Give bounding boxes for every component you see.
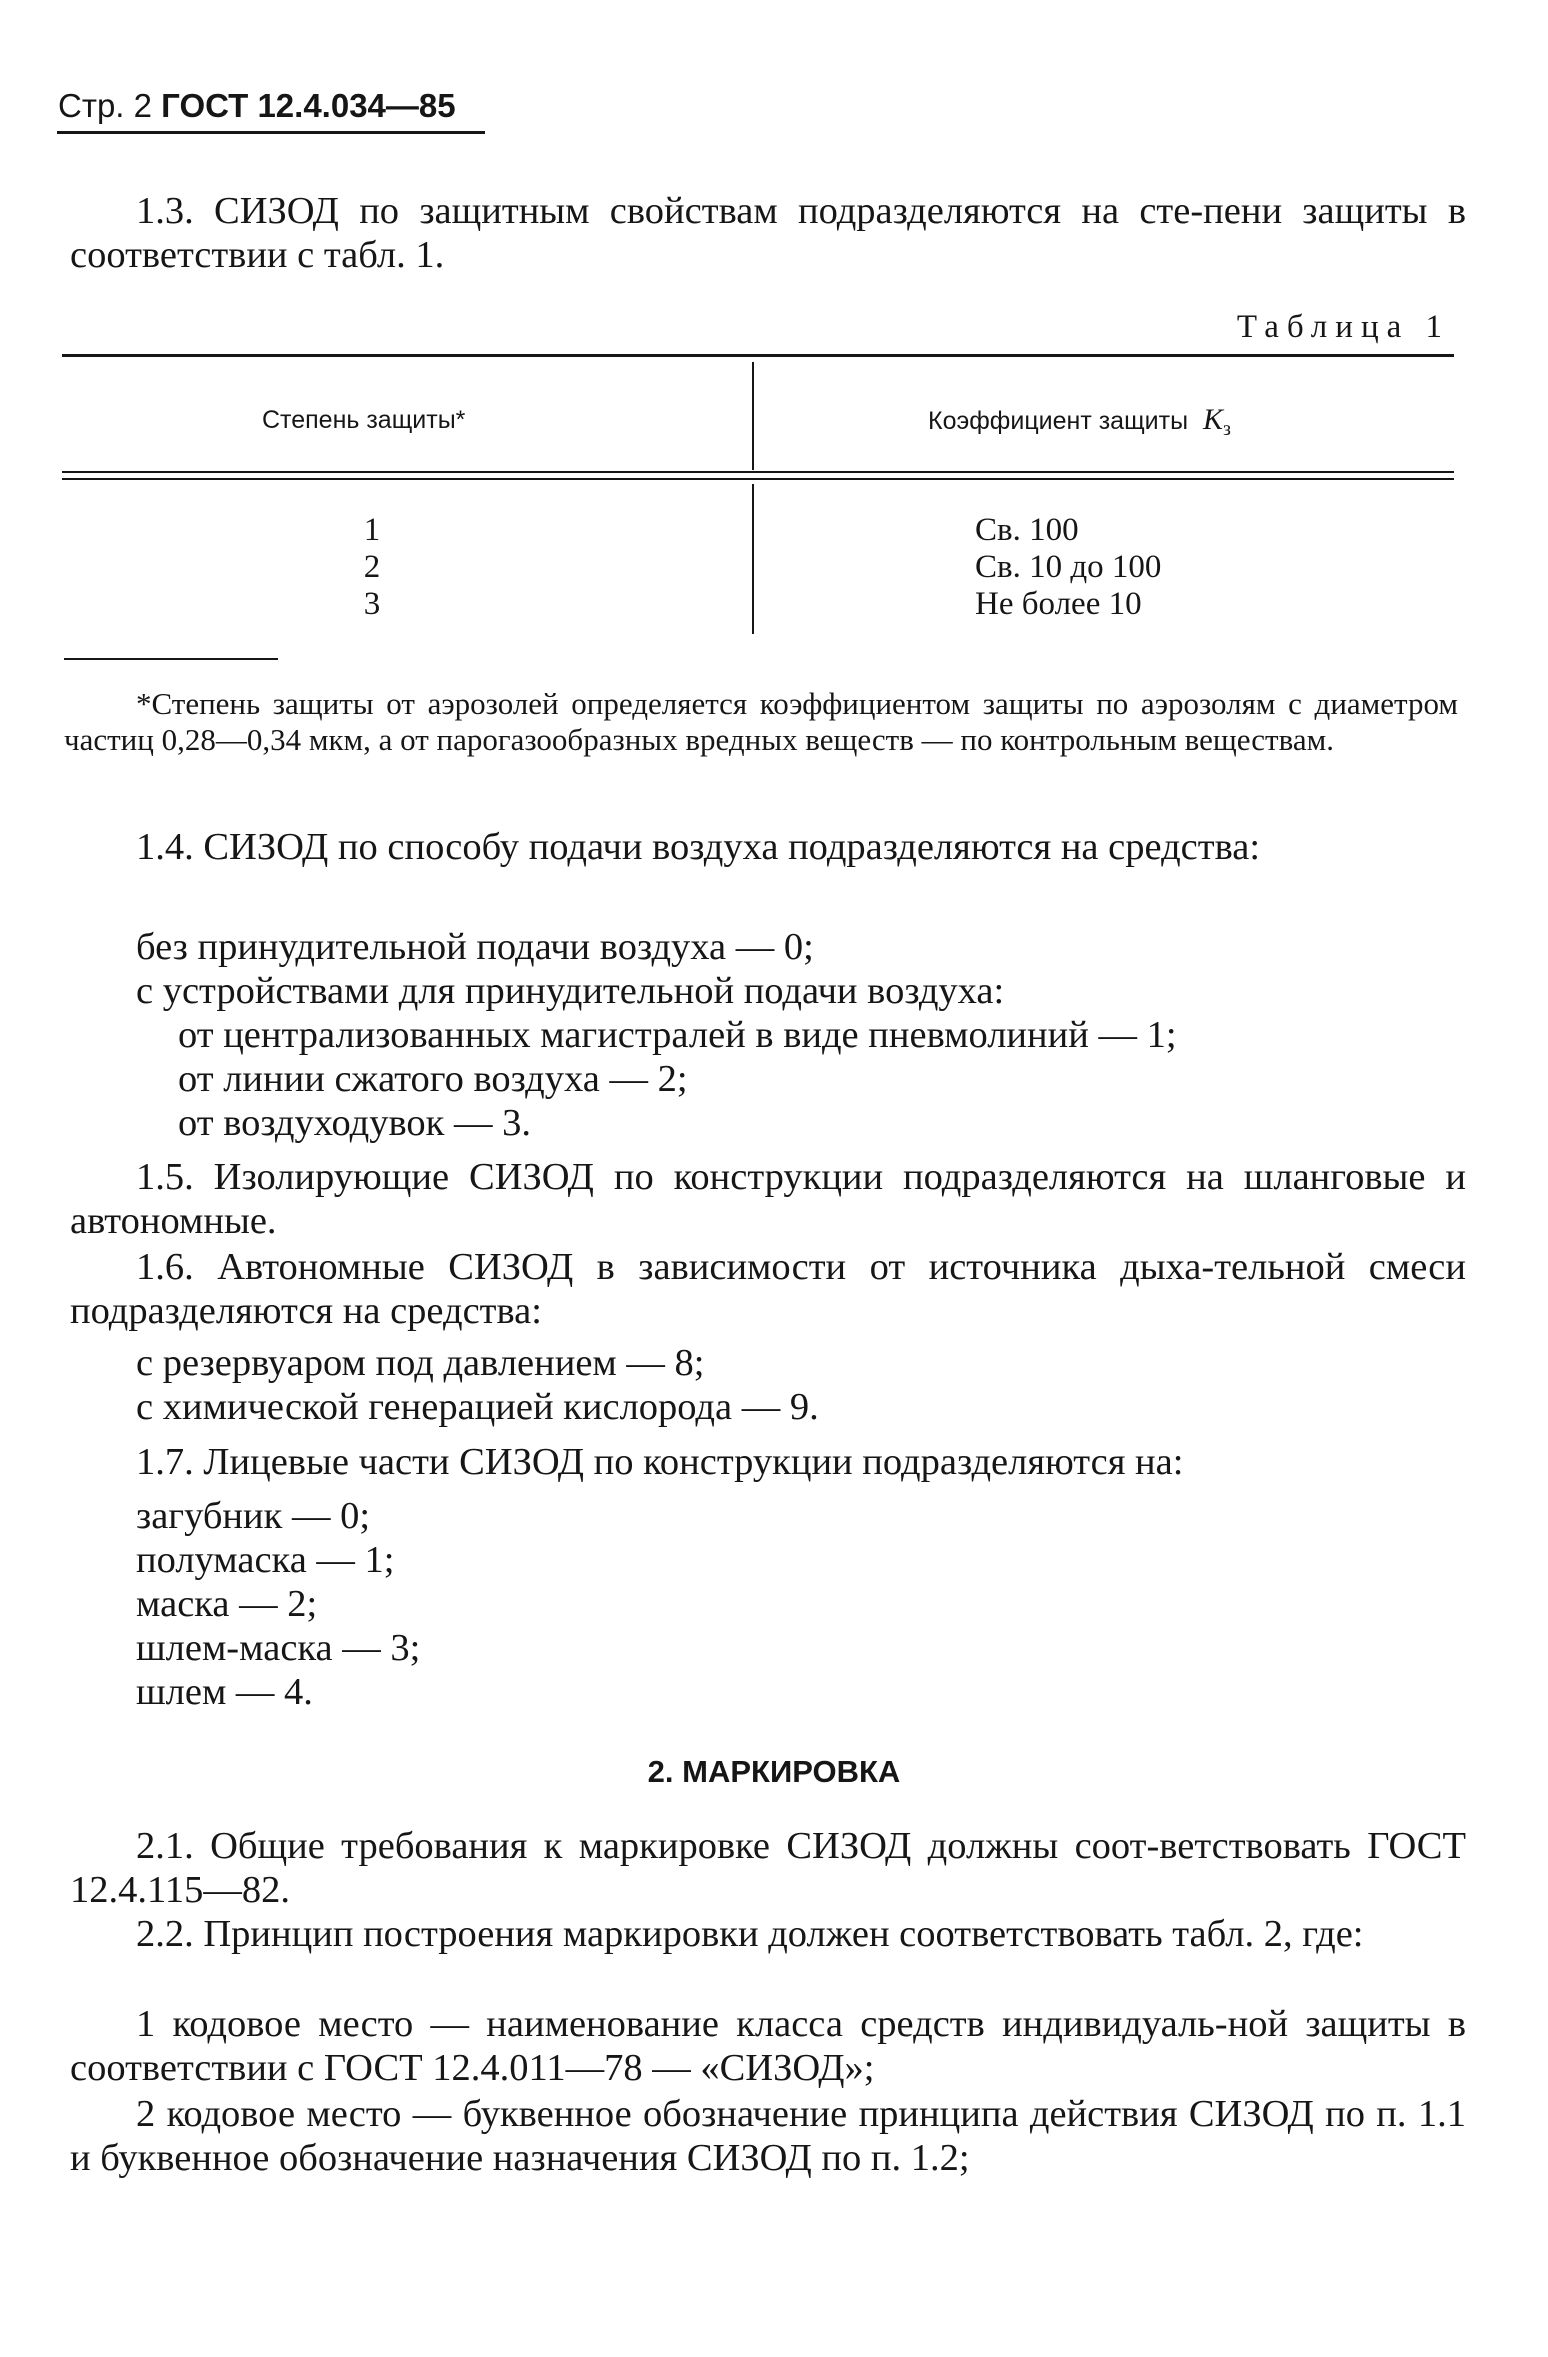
- table-header-coefficient: [928, 405, 1231, 444]
- table-header-divider: [752, 362, 754, 470]
- paragraph-1-4: 1.4. СИЗОД по способу подачи воздуха подразделяются на средства:: [136, 826, 1261, 868]
- table-row-degree: 2: [363, 549, 381, 585]
- coefficient-symbol: K: [1203, 403, 1224, 436]
- table-top-rule: [62, 354, 1454, 357]
- paragraph-1-6: 1.6. Автономные СИЗОД в зависимости от источника дыха-тельной смеси подразделяются на средства:: [70, 1246, 1466, 1332]
- list-item: с устройствами для принудительной подачи воздуха:: [136, 970, 1005, 1012]
- paragraph-2-2: 2.2. Принцип построения маркировки должен соответствовать табл. 2, где:: [136, 1913, 1364, 1955]
- paragraph-2-2-code-1: 1 кодовое место — наименование класса средств индивидуаль-ной защиты в соответствии с ГОСТ 12.4.011—78 — «СИЗОД»;: [70, 2003, 1466, 2089]
- list-item: от линии сжатого воздуха — 2;: [178, 1058, 688, 1100]
- list-item: с химической генерацией кислорода — 9.: [136, 1386, 819, 1428]
- paragraph-1-3: 1.3. СИЗОД по защитным свойствам подразделяются на сте-пени защиты в соответствии с табл. 1.: [70, 190, 1466, 276]
- list-item: шлем-маска — 3;: [136, 1627, 421, 1669]
- list-item: от воздуходувок — 3.: [178, 1102, 531, 1144]
- table-body-divider: [752, 484, 754, 634]
- coefficient-subscript: з: [1223, 418, 1231, 440]
- table-1-caption: Таблица 1: [1236, 309, 1450, 345]
- table-header-degree: Степень защиты*: [262, 406, 466, 434]
- paragraph-2-1: 2.1. Общие требования к маркировке СИЗОД должны соот-ветствовать ГОСТ 12.4.115—82.: [70, 1825, 1466, 1911]
- list-item: с резервуаром под давлением — 8;: [136, 1342, 705, 1384]
- list-item: шлем — 4.: [136, 1671, 313, 1713]
- table-header-rule-1: [62, 471, 1454, 473]
- table-row-coefficient: Не более 10: [975, 586, 1142, 622]
- table-row-degree: 3: [363, 586, 381, 622]
- list-item: полумаска — 1;: [136, 1539, 395, 1581]
- table-header-rule-2: [62, 478, 1454, 480]
- paragraph-1-5: 1.5. Изолирующие СИЗОД по конструкции подразделяются на шланговые и автономные.: [70, 1156, 1466, 1242]
- table-footnote: *Степень защиты от аэрозолей определяется коэффициентом защиты по аэрозолям с диаметром частиц 0,28—0,34 мкм, а от парогазообразных вредных веществ — по контрольным веществам.: [64, 686, 1458, 757]
- paragraph-2-2-code-2: 2 кодовое место — буквенное обозначение принципа действия СИЗОД по п. 1.1 и буквенное обозначение назначения СИЗОД по п. 1.2;: [70, 2093, 1466, 2179]
- header-rule: [57, 131, 485, 134]
- table-row-degree: 1: [363, 512, 381, 548]
- paragraph-1-7: 1.7. Лицевые части СИЗОД по конструкции подразделяются на:: [136, 1441, 1184, 1483]
- footnote-rule: [64, 658, 278, 660]
- coefficient-header-label: Коэффициент защиты: [928, 407, 1189, 435]
- list-item: от централизованных магистралей в виде пневмолиний — 1;: [178, 1014, 1177, 1056]
- table-row-coefficient: Св. 100: [975, 512, 1079, 548]
- page-header: [58, 86, 456, 126]
- list-item: загубник — 0;: [136, 1495, 371, 1537]
- standard-number: ГОСТ 12.4.034—85: [161, 87, 456, 124]
- list-item: без принудительной подачи воздуха — 0;: [136, 926, 814, 968]
- section-title: 2. МАРКИРОВКА: [647, 1754, 901, 1789]
- page-number: Стр. 2: [58, 87, 152, 124]
- table-row-coefficient: Св. 10 до 100: [975, 549, 1162, 585]
- list-item: маска — 2;: [136, 1583, 318, 1625]
